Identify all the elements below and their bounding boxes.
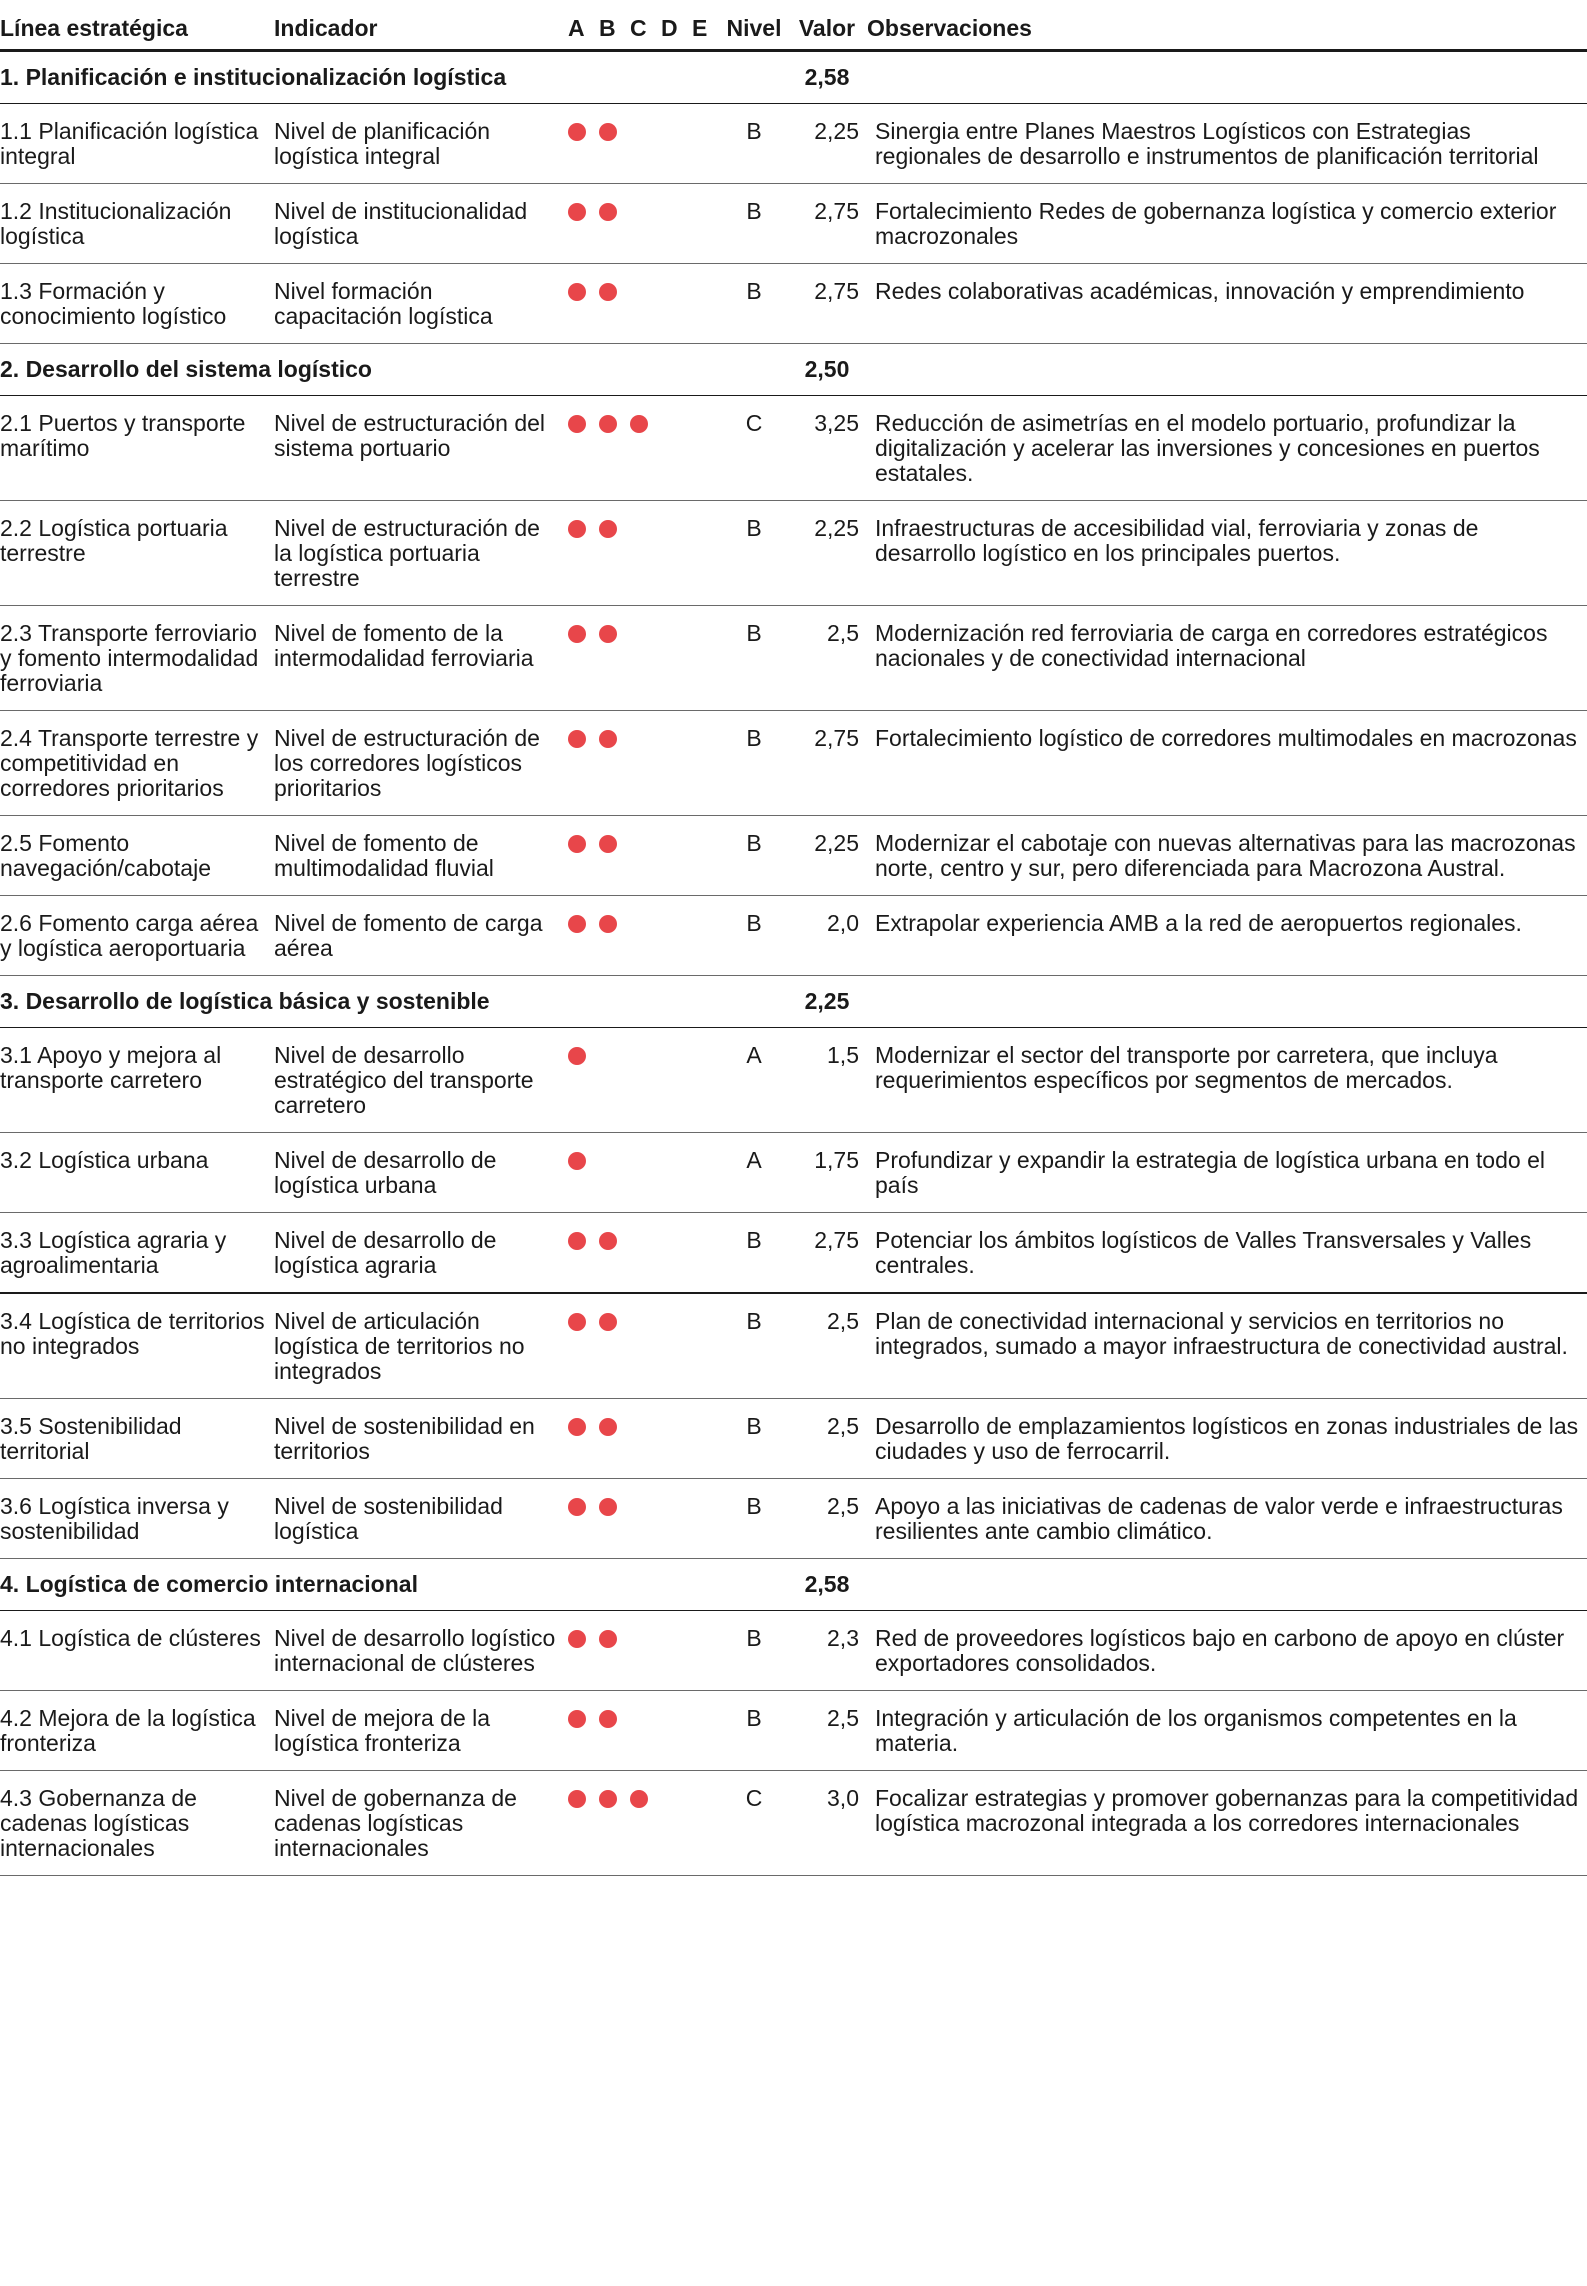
level-cell-d	[659, 816, 690, 896]
level-dot	[599, 730, 617, 748]
header-nivel: Nivel	[721, 0, 787, 51]
level-cell-b	[597, 896, 628, 976]
section-row	[0, 344, 1587, 396]
nivel-cell: B	[721, 501, 787, 606]
level-cell-d	[659, 1479, 690, 1559]
section-obs-empty	[867, 51, 1587, 104]
level-cell-c	[628, 711, 659, 816]
linea-cell: 3.4 Logística de territorios no integrados	[0, 1293, 274, 1399]
level-cell-d	[659, 896, 690, 976]
level-cell-a	[566, 1213, 597, 1294]
table-row	[0, 264, 1587, 344]
linea-cell: 1.1 Planificación logística integral	[0, 104, 274, 184]
section-obs-empty	[867, 976, 1587, 1028]
level-cell-b	[597, 711, 628, 816]
table-row	[0, 184, 1587, 264]
level-dot	[568, 123, 586, 141]
indicador-cell: Nivel de mejora de la logística fronteriza	[274, 1691, 566, 1771]
level-cell-c	[628, 1293, 659, 1399]
table-row	[0, 1133, 1587, 1213]
section-obs-empty	[867, 344, 1587, 396]
level-cell-e	[690, 1028, 721, 1133]
level-cell-b	[597, 816, 628, 896]
indicador-cell: Nivel de institucionalidad logística	[274, 184, 566, 264]
table-row	[0, 396, 1587, 501]
level-cell-e	[690, 896, 721, 976]
level-cell-e	[690, 1213, 721, 1294]
header-level-e: E	[690, 0, 721, 51]
header-level-c: C	[628, 0, 659, 51]
level-cell-e	[690, 1133, 721, 1213]
table-row	[0, 1028, 1587, 1133]
level-cell-d	[659, 1691, 690, 1771]
level-dot	[568, 1498, 586, 1516]
nivel-cell: B	[721, 711, 787, 816]
level-cell-a	[566, 1133, 597, 1213]
section-valor: 2,58	[787, 1559, 867, 1611]
valor-cell: 2,5	[787, 1479, 867, 1559]
level-dot	[568, 1232, 586, 1250]
observaciones-cell: Modernizar el cabotaje con nuevas alternativas para las macrozonas norte, centro y sur, pero diferenciada para Macrozona Austral.	[867, 816, 1587, 896]
nivel-cell: C	[721, 1771, 787, 1876]
level-dot	[599, 915, 617, 933]
linea-cell: 4.1 Logística de clústeres	[0, 1611, 274, 1691]
level-dot	[599, 520, 617, 538]
level-cell-c	[628, 104, 659, 184]
level-cell-d	[659, 104, 690, 184]
indicador-cell: Nivel de estructuración del sistema portuario	[274, 396, 566, 501]
indicador-cell: Nivel de desarrollo estratégico del transporte carretero	[274, 1028, 566, 1133]
level-cell-d	[659, 264, 690, 344]
level-cell-c	[628, 1611, 659, 1691]
level-dot	[599, 203, 617, 221]
table-row	[0, 501, 1587, 606]
level-cell-c	[628, 896, 659, 976]
nivel-cell: B	[721, 1479, 787, 1559]
level-cell-a	[566, 606, 597, 711]
level-cell-c	[628, 501, 659, 606]
level-dot	[599, 1498, 617, 1516]
level-dot	[568, 1047, 586, 1065]
level-dot	[599, 1418, 617, 1436]
linea-cell: 2.2 Logística portuaria terrestre	[0, 501, 274, 606]
indicador-cell: Nivel de sostenibilidad logística	[274, 1479, 566, 1559]
observaciones-cell: Infraestructuras de accesibilidad vial, ferroviaria y zonas de desarrollo logístico en los principales puertos.	[867, 501, 1587, 606]
table-header	[0, 0, 1587, 51]
nivel-cell: B	[721, 1293, 787, 1399]
header-level-a: A	[566, 0, 597, 51]
level-cell-c	[628, 1771, 659, 1876]
level-cell-b	[597, 1399, 628, 1479]
level-dot	[630, 415, 648, 433]
observaciones-cell: Apoyo a las iniciativas de cadenas de valor verde e infraestructuras resilientes ante cambio climático.	[867, 1479, 1587, 1559]
valor-cell: 1,75	[787, 1133, 867, 1213]
level-dot	[568, 915, 586, 933]
level-cell-d	[659, 606, 690, 711]
observaciones-cell: Desarrollo de emplazamientos logísticos en zonas industriales de las ciudades y uso de ferrocarril.	[867, 1399, 1587, 1479]
linea-cell: 3.6 Logística inversa y sostenibilidad	[0, 1479, 274, 1559]
nivel-cell: C	[721, 396, 787, 501]
level-cell-a	[566, 396, 597, 501]
valor-cell: 2,75	[787, 1213, 867, 1294]
level-cell-b	[597, 1133, 628, 1213]
level-cell-b	[597, 1213, 628, 1294]
level-cell-a	[566, 264, 597, 344]
level-dot	[599, 625, 617, 643]
linea-cell: 1.3 Formación y conocimiento logístico	[0, 264, 274, 344]
nivel-cell: B	[721, 816, 787, 896]
level-cell-d	[659, 1133, 690, 1213]
nivel-cell: B	[721, 1691, 787, 1771]
level-dot	[568, 203, 586, 221]
valor-cell: 2,25	[787, 104, 867, 184]
level-cell-b	[597, 1028, 628, 1133]
level-cell-e	[690, 816, 721, 896]
level-cell-a	[566, 1771, 597, 1876]
header-linea: Línea estratégica	[0, 0, 274, 51]
level-cell-b	[597, 1479, 628, 1559]
level-cell-b	[597, 104, 628, 184]
level-dot	[568, 1313, 586, 1331]
header-level-d: D	[659, 0, 690, 51]
indicador-cell: Nivel de sostenibilidad en territorios	[274, 1399, 566, 1479]
level-cell-c	[628, 816, 659, 896]
table-row	[0, 104, 1587, 184]
level-cell-c	[628, 184, 659, 264]
level-cell-a	[566, 1611, 597, 1691]
valor-cell: 3,0	[787, 1771, 867, 1876]
linea-cell: 3.2 Logística urbana	[0, 1133, 274, 1213]
level-cell-e	[690, 1771, 721, 1876]
table-row	[0, 1691, 1587, 1771]
linea-cell: 3.5 Sostenibilidad territorial	[0, 1399, 274, 1479]
level-cell-e	[690, 606, 721, 711]
indicador-cell: Nivel de articulación logística de territorios no integrados	[274, 1293, 566, 1399]
level-dot	[599, 1232, 617, 1250]
level-dot	[599, 1313, 617, 1331]
level-cell-a	[566, 1691, 597, 1771]
section-valor: 2,58	[787, 51, 867, 104]
table-body	[0, 51, 1587, 1876]
level-dot	[568, 1710, 586, 1728]
level-cell-b	[597, 1611, 628, 1691]
level-cell-c	[628, 1213, 659, 1294]
section-row	[0, 51, 1587, 104]
table-row	[0, 711, 1587, 816]
linea-cell: 2.1 Puertos y transporte marítimo	[0, 396, 274, 501]
valor-cell: 1,5	[787, 1028, 867, 1133]
valor-cell: 2,5	[787, 606, 867, 711]
observaciones-cell: Redes colaborativas académicas, innovación y emprendimiento	[867, 264, 1587, 344]
observaciones-cell: Extrapolar experiencia AMB a la red de aeropuertos regionales.	[867, 896, 1587, 976]
level-cell-e	[690, 396, 721, 501]
level-cell-d	[659, 1293, 690, 1399]
level-cell-c	[628, 1133, 659, 1213]
table-row	[0, 1611, 1587, 1691]
level-cell-d	[659, 711, 690, 816]
indicador-cell: Nivel de fomento de multimodalidad fluvial	[274, 816, 566, 896]
level-dot	[568, 730, 586, 748]
level-cell-e	[690, 1399, 721, 1479]
header-indicador: Indicador	[274, 0, 566, 51]
level-cell-a	[566, 1479, 597, 1559]
indicador-cell: Nivel de planificación logística integral	[274, 104, 566, 184]
observaciones-cell: Sinergia entre Planes Maestros Logísticos con Estrategias regionales de desarrollo e instrumentos de planificación territorial	[867, 104, 1587, 184]
observaciones-cell: Plan de conectividad internacional y servicios en territorios no integrados, sumado a mayor infraestructura de conectividad austral.	[867, 1293, 1587, 1399]
level-cell-e	[690, 184, 721, 264]
linea-cell: 2.6 Fomento carga aérea y logística aeroportuaria	[0, 896, 274, 976]
valor-cell: 2,5	[787, 1293, 867, 1399]
level-cell-b	[597, 1691, 628, 1771]
nivel-cell: B	[721, 1399, 787, 1479]
linea-cell: 4.3 Gobernanza de cadenas logísticas internacionales	[0, 1771, 274, 1876]
section-valor: 2,25	[787, 976, 867, 1028]
level-cell-d	[659, 1611, 690, 1691]
linea-cell: 3.1 Apoyo y mejora al transporte carretero	[0, 1028, 274, 1133]
header-level-b: B	[597, 0, 628, 51]
valor-cell: 2,75	[787, 264, 867, 344]
level-dot	[568, 415, 586, 433]
level-cell-a	[566, 816, 597, 896]
level-dot	[599, 1790, 617, 1808]
valor-cell: 2,75	[787, 711, 867, 816]
level-cell-c	[628, 396, 659, 501]
nivel-cell: B	[721, 1213, 787, 1294]
level-cell-a	[566, 184, 597, 264]
level-cell-b	[597, 396, 628, 501]
level-dot	[599, 835, 617, 853]
table-row	[0, 1213, 1587, 1294]
level-cell-e	[690, 1479, 721, 1559]
linea-cell: 4.2 Mejora de la logística fronteriza	[0, 1691, 274, 1771]
indicador-cell: Nivel de estructuración de los corredores logísticos prioritarios	[274, 711, 566, 816]
level-cell-b	[597, 1293, 628, 1399]
indicador-cell: Nivel de gobernanza de cadenas logísticas internacionales	[274, 1771, 566, 1876]
linea-cell: 2.5 Fomento navegación/cabotaje	[0, 816, 274, 896]
level-dot	[599, 1630, 617, 1648]
table-row	[0, 1771, 1587, 1876]
level-cell-a	[566, 896, 597, 976]
level-cell-a	[566, 501, 597, 606]
level-cell-d	[659, 1399, 690, 1479]
table-row	[0, 896, 1587, 976]
observaciones-cell: Profundizar y expandir la estrategia de logística urbana en todo el país	[867, 1133, 1587, 1213]
level-cell-d	[659, 501, 690, 606]
level-cell-c	[628, 1691, 659, 1771]
nivel-cell: B	[721, 896, 787, 976]
level-cell-b	[597, 1771, 628, 1876]
level-dot	[568, 520, 586, 538]
header-observaciones: Observaciones	[867, 0, 1587, 51]
level-cell-c	[628, 1399, 659, 1479]
header-valor: Valor	[787, 0, 867, 51]
level-cell-d	[659, 1028, 690, 1133]
table-row	[0, 1293, 1587, 1399]
level-dot	[630, 1790, 648, 1808]
level-cell-d	[659, 396, 690, 501]
observaciones-cell: Modernizar el sector del transporte por carretera, que incluya requerimientos específicos por segmentos de mercados.	[867, 1028, 1587, 1133]
nivel-cell: B	[721, 184, 787, 264]
indicador-cell: Nivel de desarrollo de logística urbana	[274, 1133, 566, 1213]
level-cell-e	[690, 104, 721, 184]
table-row	[0, 606, 1587, 711]
valor-cell: 2,5	[787, 1691, 867, 1771]
table-row	[0, 816, 1587, 896]
level-cell-c	[628, 1028, 659, 1133]
level-dot	[599, 1710, 617, 1728]
level-dot	[568, 625, 586, 643]
level-cell-d	[659, 1771, 690, 1876]
observaciones-cell: Integración y articulación de los organismos competentes en la materia.	[867, 1691, 1587, 1771]
table-row	[0, 1399, 1587, 1479]
level-cell-a	[566, 104, 597, 184]
valor-cell: 2,25	[787, 501, 867, 606]
level-cell-b	[597, 501, 628, 606]
indicador-cell: Nivel de desarrollo logístico internacional de clústeres	[274, 1611, 566, 1691]
level-cell-b	[597, 606, 628, 711]
observaciones-cell: Modernización red ferroviaria de carga en corredores estratégicos nacionales y de conectividad internacional	[867, 606, 1587, 711]
section-title: 3. Desarrollo de logística básica y sostenible	[0, 976, 787, 1028]
nivel-cell: A	[721, 1028, 787, 1133]
level-cell-d	[659, 1213, 690, 1294]
valor-cell: 3,25	[787, 396, 867, 501]
nivel-cell: B	[721, 606, 787, 711]
observaciones-cell: Focalizar estrategias y promover gobernanzas para la competitividad logística macrozonal integrada a los corredores internacionales	[867, 1771, 1587, 1876]
indicador-cell: Nivel de fomento de la intermodalidad ferroviaria	[274, 606, 566, 711]
level-dot	[568, 835, 586, 853]
linea-cell: 2.4 Transporte terrestre y competitividad en corredores prioritarios	[0, 711, 274, 816]
observaciones-cell: Fortalecimiento logístico de corredores multimodales en macrozonas	[867, 711, 1587, 816]
section-title: 1. Planificación e institucionalización logística	[0, 51, 787, 104]
level-cell-b	[597, 264, 628, 344]
section-title: 4. Logística de comercio internacional	[0, 1559, 787, 1611]
section-valor: 2,50	[787, 344, 867, 396]
nivel-cell: B	[721, 104, 787, 184]
linea-cell: 3.3 Logística agraria y agroalimentaria	[0, 1213, 274, 1294]
level-dot	[568, 1630, 586, 1648]
level-cell-a	[566, 1399, 597, 1479]
level-cell-e	[690, 1691, 721, 1771]
level-dot	[568, 283, 586, 301]
valor-cell: 2,25	[787, 816, 867, 896]
level-cell-b	[597, 184, 628, 264]
level-dot	[599, 123, 617, 141]
level-cell-e	[690, 501, 721, 606]
valor-cell: 2,5	[787, 1399, 867, 1479]
nivel-cell: B	[721, 1611, 787, 1691]
section-obs-empty	[867, 1559, 1587, 1611]
level-cell-a	[566, 1028, 597, 1133]
observaciones-cell: Red de proveedores logísticos bajo en carbono de apoyo en clúster exportadores consolidados.	[867, 1611, 1587, 1691]
level-cell-e	[690, 1293, 721, 1399]
indicador-cell: Nivel de fomento de carga aérea	[274, 896, 566, 976]
observaciones-cell: Fortalecimiento Redes de gobernanza logística y comercio exterior macrozonales	[867, 184, 1587, 264]
level-cell-e	[690, 711, 721, 816]
level-dot	[599, 283, 617, 301]
valor-cell: 2,3	[787, 1611, 867, 1691]
indicador-cell: Nivel formación capacitación logística	[274, 264, 566, 344]
valor-cell: 2,0	[787, 896, 867, 976]
level-cell-e	[690, 264, 721, 344]
level-dot	[568, 1790, 586, 1808]
linea-cell: 2.3 Transporte ferroviario y fomento intermodalidad ferroviaria	[0, 606, 274, 711]
level-cell-a	[566, 1293, 597, 1399]
nivel-cell: B	[721, 264, 787, 344]
level-cell-c	[628, 264, 659, 344]
indicador-cell: Nivel de desarrollo de logística agraria	[274, 1213, 566, 1294]
level-dot	[568, 1418, 586, 1436]
level-cell-e	[690, 1611, 721, 1691]
level-cell-a	[566, 711, 597, 816]
level-dot	[568, 1152, 586, 1170]
section-title: 2. Desarrollo del sistema logístico	[0, 344, 787, 396]
section-row	[0, 976, 1587, 1028]
level-dot	[599, 415, 617, 433]
indicador-cell: Nivel de estructuración de la logística portuaria terrestre	[274, 501, 566, 606]
level-cell-c	[628, 1479, 659, 1559]
observaciones-cell: Potenciar los ámbitos logísticos de Valles Transversales y Valles centrales.	[867, 1213, 1587, 1294]
nivel-cell: A	[721, 1133, 787, 1213]
level-cell-d	[659, 184, 690, 264]
table-row	[0, 1479, 1587, 1559]
section-row	[0, 1559, 1587, 1611]
valor-cell: 2,75	[787, 184, 867, 264]
level-cell-c	[628, 606, 659, 711]
linea-cell: 1.2 Institucionalización logística	[0, 184, 274, 264]
observaciones-cell: Reducción de asimetrías en el modelo portuario, profundizar la digitalización y acelerar las inversiones y concesiones en puertos estatales.	[867, 396, 1587, 501]
